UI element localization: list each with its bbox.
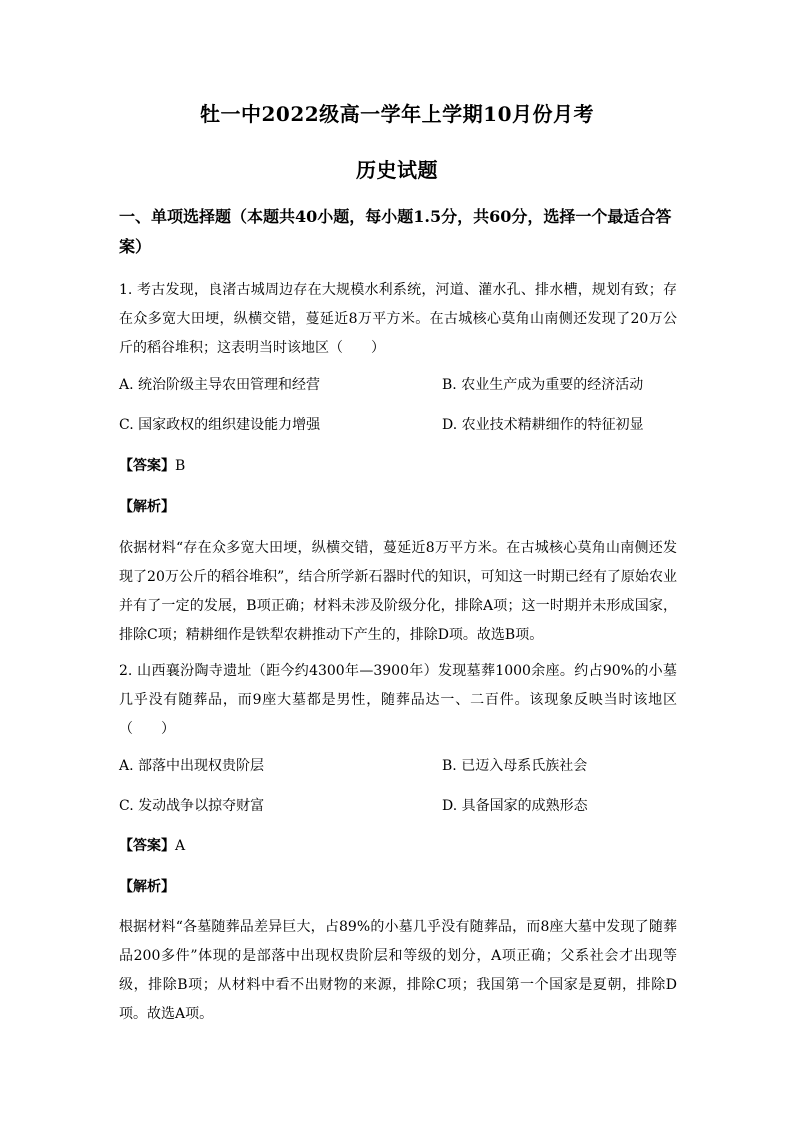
subject-title: 历史试题	[356, 158, 438, 182]
exam-title: 牡一中2022级高一学年上学期10月份月考	[200, 102, 594, 126]
question-2-analysis-tag	[119, 876, 175, 898]
question-1-stem: 1. 考古发现，良渚古城周边存在大规模水利系统，河道、灌水孔、排水槽，规划有致；存在众多宽大田埂，纵横交错，蔓延近8万平方米。在古城核心莫角山南侧还发现了20万公斤的稻谷堆积；这表明当时该地区（ ）	[119, 282, 677, 356]
section-heading: 一、单项选择题（本题共40小题，每小题1.5分，共60分，选择一个最适合答案）	[119, 207, 672, 256]
answer-value: A	[175, 838, 186, 854]
question-1-answer	[119, 455, 185, 477]
question-2-answer	[119, 835, 185, 857]
analysis-tag: 【解析】	[119, 499, 175, 515]
question-1-option-d: D. 农业技术精耕细作的特征初显	[442, 417, 644, 433]
question-2-option-c: C. 发动战争以掠夺财富	[119, 798, 265, 814]
answer-tag: 【答案】	[119, 838, 175, 854]
question-2-option-d: D. 具备国家的成熟形态	[442, 798, 588, 814]
question-2-option-a: A. 部落中出现权贵阶层	[119, 758, 265, 774]
question-2-analysis: 根据材料“各墓随葬品差异巨大，占89%的小墓几乎没有随葬品，而8座大墓中发现了随葬品200多件”体现的是部落中出现权贵阶层和等级的划分，A项正确；父系社会才出现等级，排除B项；从材料中看不出财物的来源，排除C项；我国第一个国家是夏朝，排除D项。故选A项。	[119, 919, 677, 1022]
question-1-analysis: 依据材料“存在众多宽大田埂，纵横交错，蔓延近8万平方米。在古城核心莫角山南侧还发现了20万公斤的稻谷堆积”，结合所学新石器时代的知识，可知这一时期已经有了原始农业并有了一定的发展，B项正确；材料未涉及阶级分化，排除A项；这一时期并未形成国家，排除C项；精耕细作是铁犁农耕推动下产生的，排除D项。故选B项。	[119, 540, 677, 643]
question-2-stem: 2. 山西襄汾陶寺遗址（距今约4300年—3900年）发现墓葬1000余座。约占90%的小墓几乎没有随葬品，而9座大墓都是男性，随葬品达一、二百件。该现象反映当时该地区（ ）	[119, 663, 677, 737]
answer-tag: 【答案】	[119, 458, 175, 474]
question-1-analysis-tag	[119, 496, 175, 518]
question-2-option-b: B. 已迈入母系氏族社会	[442, 758, 588, 774]
question-1-option-a: A. 统治阶级主导农田管理和经营	[119, 377, 321, 393]
analysis-tag: 【解析】	[119, 879, 175, 895]
question-1-option-c: C. 国家政权的组织建设能力增强	[119, 417, 321, 433]
answer-value: B	[175, 458, 186, 474]
question-1-option-b: B. 农业生产成为重要的经济活动	[442, 377, 644, 393]
